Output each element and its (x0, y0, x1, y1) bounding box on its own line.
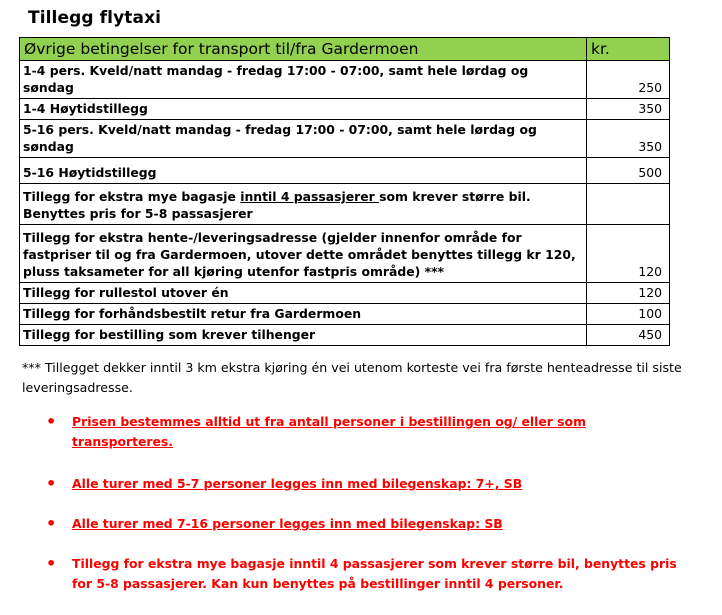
row-description (20, 184, 587, 225)
bullet-icon: • (46, 412, 57, 431)
bullet-icon: • (46, 514, 57, 533)
table-row (20, 283, 670, 304)
list-item (36, 554, 686, 594)
table-header-row (20, 38, 670, 61)
row-description-pre: Tillegg for ekstra mye bagasje (23, 189, 241, 204)
table-row (20, 61, 670, 99)
footnote: *** Tillegget dekker inntil 3 km ekstra kjøring én vei utenom korteste vei fra første henteadresse til siste leveringsadresse. (22, 360, 682, 395)
table-row (20, 120, 670, 158)
table-row (20, 184, 670, 225)
row-description: 5-16 pers. Kveld/natt mandag - fredag 17:00 - 07:00, samt hele lørdag og søndag (20, 120, 587, 158)
page-title: Tillegg flytaxi (28, 8, 162, 28)
bullet-icon: • (46, 474, 57, 493)
row-price (587, 184, 670, 225)
row-price: 120 (587, 225, 670, 283)
row-description: Tillegg for bestilling som krever tilhenger (20, 325, 587, 346)
rule-text: Alle turer med 7-16 personer legges inn med bilegenskap: SB (72, 516, 503, 531)
list-item (36, 412, 686, 452)
table-row (20, 225, 670, 283)
row-description-post: som krever større bil. Benyttes pris for 5-8 passasjerer (23, 189, 531, 221)
table-row (20, 158, 670, 184)
row-price: 350 (587, 99, 670, 120)
row-price: 120 (587, 283, 670, 304)
list-item (36, 474, 686, 494)
table-row (20, 325, 670, 346)
row-price: 100 (587, 304, 670, 325)
row-price: 450 (587, 325, 670, 346)
row-description: 1-4 Høytidstillegg (20, 99, 587, 120)
header-description: Øvrige betingelser for transport til/fra Gardermoen (20, 38, 587, 61)
row-description: 5-16 Høytidstillegg (20, 158, 587, 184)
price-table (19, 37, 670, 346)
rule-text: Alle turer med 5-7 personer legges inn med bilegenskap: 7+, SB (72, 476, 523, 491)
row-price: 500 (587, 158, 670, 184)
table-row (20, 99, 670, 120)
row-price: 250 (587, 61, 670, 99)
row-description: Tillegg for rullestol utover én (20, 283, 587, 304)
row-description: Tillegg for forhåndsbestilt retur fra Gardermoen (20, 304, 587, 325)
list-item (36, 514, 686, 534)
row-price: 350 (587, 120, 670, 158)
row-description-underlined: inntil 4 passasjerer (240, 189, 380, 204)
row-description: 1-4 pers. Kveld/natt mandag - fredag 17:00 - 07:00, samt hele lørdag og søndag (20, 61, 587, 99)
rule-text: Tillegg for ekstra mye bagasje inntil 4 passasjerer som krever større bil, benyttes pris for 5-8 passasjerer. Kan kun benyttes på bestillinger inntil 4 personer. (72, 556, 677, 591)
row-description: Tillegg for ekstra hente-/leveringsadresse (gjelder innenfor område for fastpriser til og fra Gardermoen, utover dette området benyttes tillegg kr 120, pluss taksameter for all kjøring utenfor fastpris område) *** (20, 225, 587, 283)
table-row (20, 304, 670, 325)
header-price: kr. (587, 38, 670, 61)
rules-list (36, 412, 686, 594)
bullet-icon: • (46, 554, 57, 573)
rule-text: Prisen bestemmes alltid ut fra antall personer i bestillingen og/ eller som transporteres. (72, 414, 586, 449)
